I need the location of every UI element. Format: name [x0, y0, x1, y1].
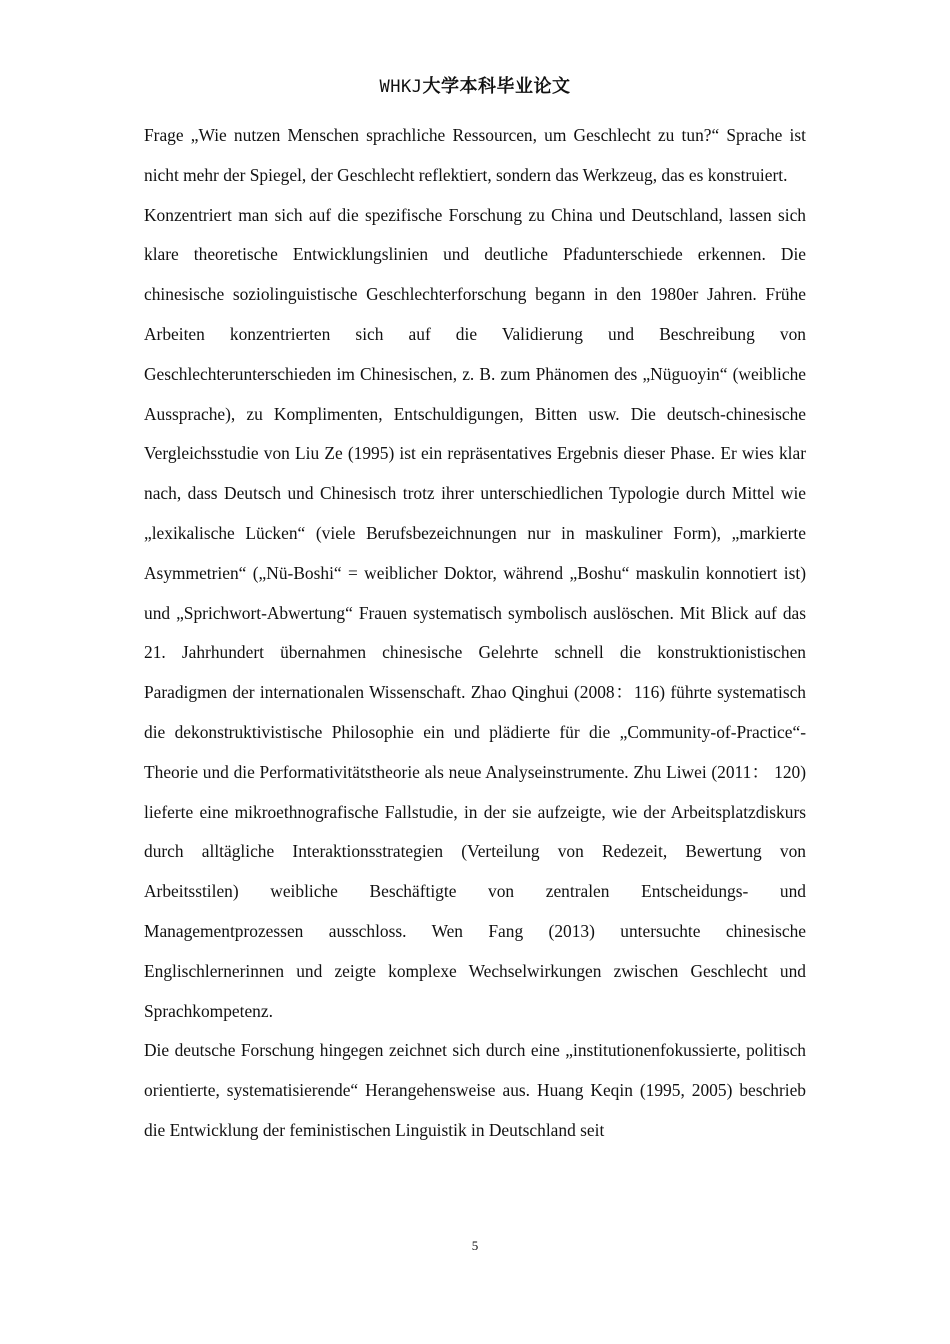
header-title: 大学本科毕业论文	[422, 76, 571, 97]
paragraph-continuation: Frage „Wie nutzen Menschen sprachliche Ressourcen, um Geschlecht zu tun?“ Sprache ist nicht mehr der Spiegel, der Geschlecht reflektiert, sondern das Werkzeug, das es konstruiert.	[144, 125, 806, 185]
header-prefix: WHKJ	[379, 77, 423, 97]
running-header	[0, 74, 950, 99]
body-text	[144, 116, 806, 1151]
paragraph-german-research: Die deutsche Forschung hingegen zeichnet sich durch eine „institutionenfokussierte, politisch orientierte, systematisierende“ Herangehensweise aus. Huang Keqin (1995, 2005) beschrieb die Entwicklung der feministischen Linguistik in Deutschland seit	[144, 1040, 806, 1140]
paragraph-china-research: Konzentriert man sich auf die spezifische Forschung zu China und Deutschland, lassen sich klare theoretische Entwicklungslinien und deutliche Pfadunterschiede erkennen. Die chinesische soziolinguistische Geschlechterforschung begann in den 1980er Jahren. Frühe Arbeiten konzentrierten sich auf die Validierung und Beschreibung von Geschlechterunterschieden im Chinesischen, z. B. zum Phänomen des „Nüguoyin“ (weibliche Aussprache), zu Komplimenten, Entschuldigungen, Bitten usw. Die deutsch-chinesische Vergleichsstudie von Liu Ze (1995) ist ein repräsentatives Ergebnis dieser Phase. Er wies klar nach, dass Deutsch und Chinesisch trotz ihrer unterschiedlichen Typologie durch Mittel wie „lexikalische Lücken“ (viele Berufsbezeichnungen nur in maskuliner Form), „markierte Asymmetrien“ („Nü-Boshi“ = weiblicher Doktor, während „Boshu“ maskulin konnotiert ist) und „Sprichwort-Abwertung“ Frauen systematisch symbolisch auslöschen. Mit Blick auf das 21. Jahrhundert übernahmen chinesische Gelehrte schnell die konstruktionistischen Paradigmen der internationalen Wissenschaft. Zhao Qinghui (2008：116) führte systematisch die dekonstruktivistische Philosophie ein und plädierte für die „Community-of-Practice“-Theorie und die Performativitätstheorie als neue Analyseinstrumente. Zhu Liwei (2011： 120) lieferte eine mikroethnografische Fallstudie, in der sie aufzeigte, wie der Arbeitsplatzdiskurs durch alltägliche Interaktionsstrategien (Verteilung von Redezeit, Bewertung von Arbeitsstilen) weibliche Beschäftigte von zentralen Entscheidungs- und Managementprozessen ausschloss. Wen Fang (2013) untersuchte chinesische Englischlernerinnen und zeigte komplexe Wechselwirkungen zwischen Geschlecht und Sprachkompetenz.	[144, 204, 806, 1021]
page-number: 5	[471, 1238, 479, 1253]
